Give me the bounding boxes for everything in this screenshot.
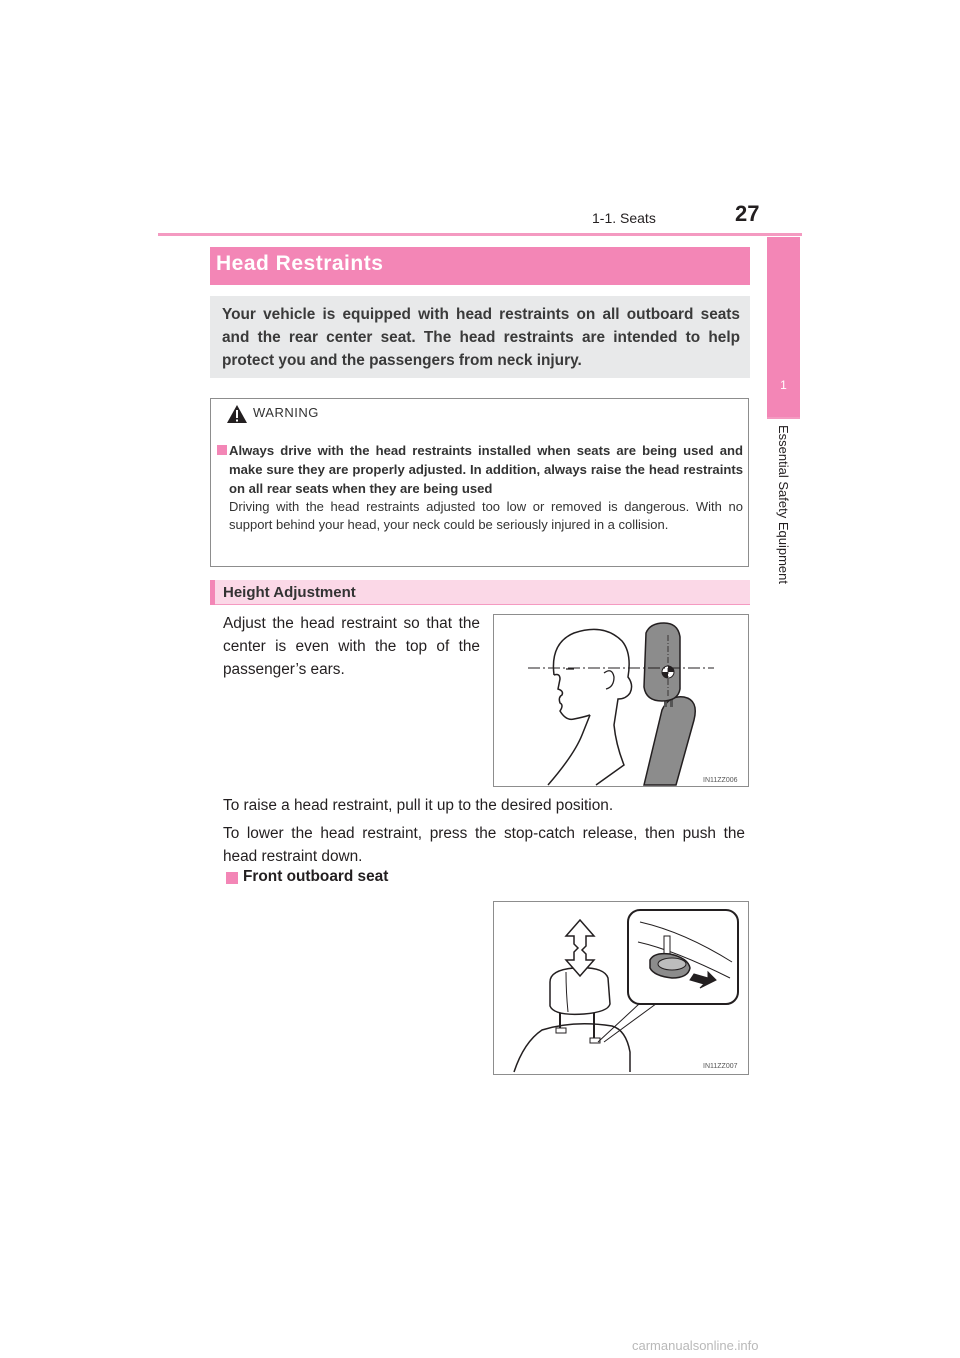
intro-text: Your vehicle is equipped with head restraints on all outboard seats and the rear center seat. The head restraints are intended to help protect you and the passengers from neck injury. bbox=[222, 306, 740, 369]
lower-instruction: To lower the head restraint, press the stop-catch release, then push the head restraint down. bbox=[223, 825, 745, 865]
chapter-number: 1 bbox=[780, 378, 787, 392]
subsection-accent bbox=[210, 580, 215, 605]
head-restraint-height-figure bbox=[493, 614, 749, 787]
figure-code: IN11ZZ007 bbox=[703, 1063, 738, 1070]
chapter-tab-rule bbox=[767, 417, 800, 419]
page-title: Head Restraints bbox=[216, 252, 384, 275]
adjust-instruction: Adjust the head restraint so that the center is even with the top of the passenger’s ears. bbox=[223, 615, 480, 678]
raise-instruction: To raise a head restraint, pull it up to the desired position. bbox=[223, 797, 614, 814]
warning-label: WARNING bbox=[253, 405, 319, 420]
section-label: 1-1. Seats bbox=[592, 210, 656, 226]
front-seat-release-figure bbox=[493, 901, 749, 1075]
square-bullet-icon bbox=[216, 443, 230, 457]
warning-heading: Always drive with the head restraints installed when seats are being used and make sure they are properly adjusted. In addition, always raise the head restraints on all rear seats when they are being used bbox=[229, 443, 743, 496]
subsection-title: Height Adjustment bbox=[223, 584, 356, 601]
chapter-title-text: Essential Safety Equipment bbox=[776, 425, 791, 584]
chapter-title bbox=[770, 425, 798, 615]
head-profile-illustration bbox=[494, 615, 748, 786]
figure-code: IN11ZZ006 bbox=[703, 777, 738, 784]
watermark: carmanualsonline.info bbox=[632, 1338, 759, 1353]
warning-body: Driving with the head restraints adjusted too low or removed is dangerous. With no support behind your head, your neck could be seriously injured in a collision. bbox=[229, 499, 743, 532]
page-number: 27 bbox=[735, 201, 760, 226]
warning-triangle-icon bbox=[226, 404, 248, 424]
front-outboard-heading: Front outboard seat bbox=[243, 868, 389, 885]
seat-release-illustration bbox=[494, 902, 748, 1074]
square-bullet-icon bbox=[226, 872, 238, 884]
header-rule bbox=[158, 233, 802, 236]
